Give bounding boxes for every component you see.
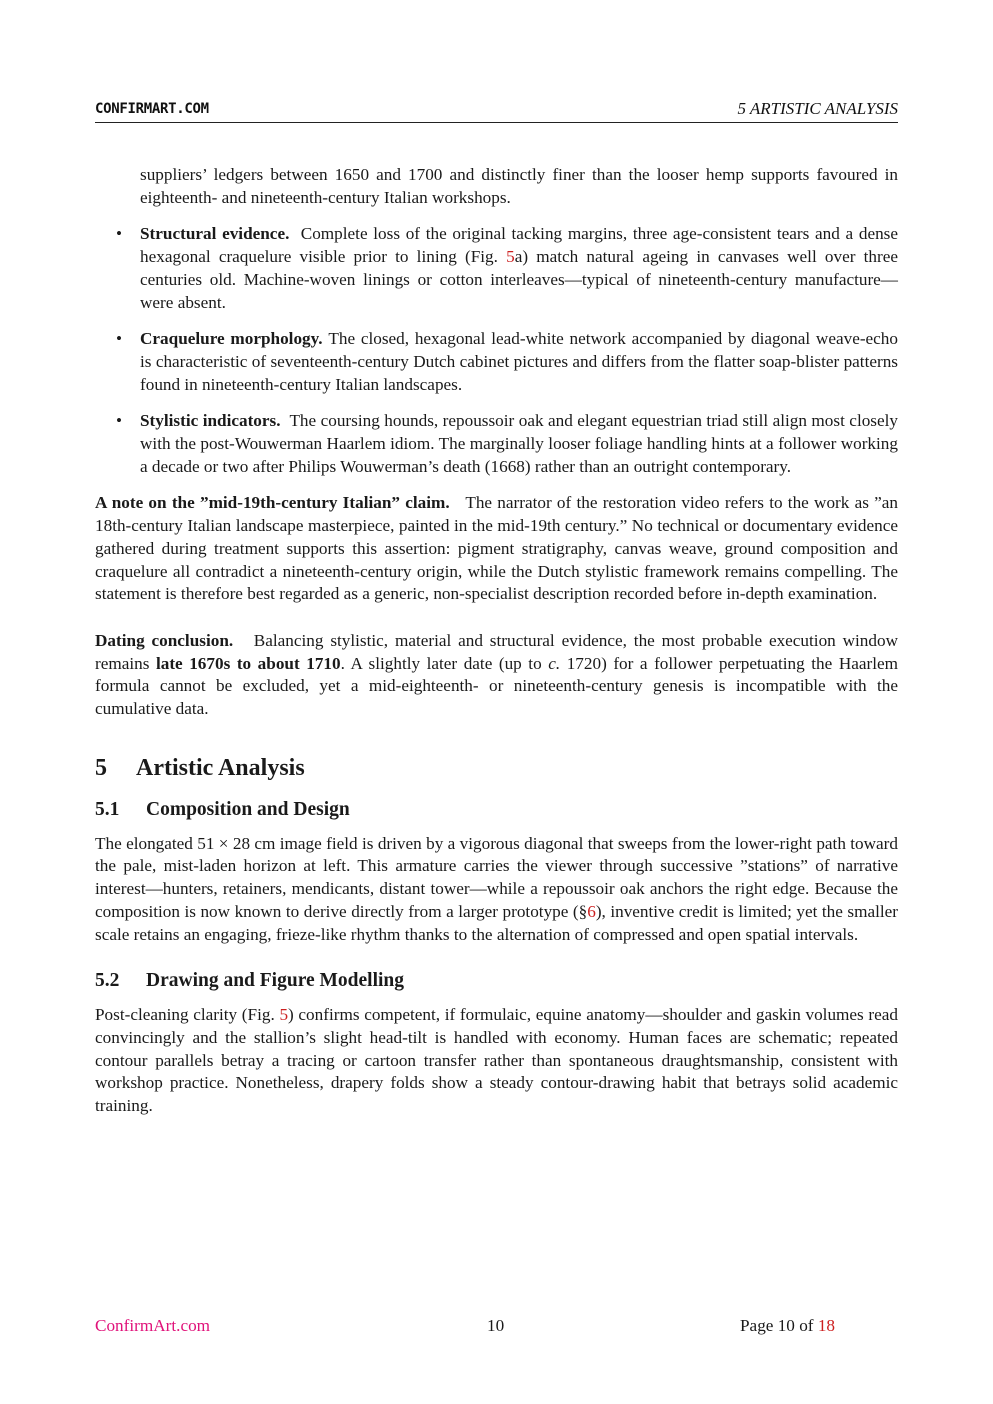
section-heading: [95, 753, 898, 783]
figure-ref-link[interactable]: 5: [506, 247, 515, 267]
site-link[interactable]: ConfirmArt.com: [95, 1316, 211, 1335]
bullet-label: Stylistic indicators.: [140, 411, 281, 431]
bullet-text: Complete loss of the original tacking margins, three age-consistent tears and a dense hexagonal craquelure visible prior to lining (Fig.: [140, 224, 898, 267]
dating-paragraph: [95, 630, 898, 721]
document-page: [95, 0, 898, 1404]
section-ref-link[interactable]: 6: [587, 901, 596, 921]
section-title: Artistic Analysis: [136, 754, 305, 781]
continuation-text: suppliers’ ledgers between 1650 and 1700 and distinctly finer than the looser hemp supports favoured in eighteenth- and nineteenth-century Italian workshops.: [140, 165, 898, 207]
section-number: 5: [95, 754, 107, 781]
bullet-label: Structural evidence.: [140, 224, 290, 244]
bullet-text: a) match natural ageing in canvases well over three centuries old. Machine-woven linings or cotton interleaves—typical of nineteenth-century manufacture—were absent.: [140, 247, 898, 312]
circa-abbrev: c.: [548, 653, 561, 673]
subsection-number: 5.2: [95, 970, 120, 992]
bullet-text: The coursing hounds, repoussoir oak and elegant equestrian triad still align most closely with the post-Wouwerman Haarlem idiom. The marginally looser foliage handling hints at a follower working a decade or two after Philips Wouwerman’s death (1668) rather than an outright contemporary.: [140, 411, 898, 476]
subsection-heading: [95, 968, 898, 994]
list-item: [95, 223, 898, 314]
page-of-text: Page 10 of: [740, 1316, 818, 1335]
bullet-icon: •: [116, 224, 123, 244]
drawing-paragraph: [95, 1004, 898, 1118]
total-pages-link[interactable]: 18: [817, 1316, 835, 1335]
paragraph-text: Post-cleaning clarity (Fig.: [95, 1005, 280, 1025]
subsection-title: Composition and Design: [146, 798, 350, 820]
confirmart-logo: CONFIRMART.COM: [95, 101, 209, 117]
note-paragraph: [95, 492, 898, 606]
paragraph-text: The elongated 51 × 28 cm image field is driven by a vigorous diagonal that sweeps from the lower-right path toward the pale, mist-laden horizon at left. This armature carries the viewer through successive ”stations” of narrative interest—hunters, retainers, mendicants, distant tower—while a repoussoir oak anchors the right edge. Because the composition is now known to derive directly from a larger prototype (§: [95, 833, 898, 921]
bullet-label: Craquelure morphology.: [140, 329, 323, 349]
page-of-indicator: [740, 1316, 835, 1336]
note-label: A note on the ”mid-19th-century Italian” claim.: [95, 493, 450, 513]
dating-text: Balancing stylistic, material and structural evidence, the most probable execution window remains: [95, 630, 898, 673]
dating-text: . A slightly later date (up to: [340, 653, 549, 673]
bullet-icon: •: [116, 411, 123, 431]
composition-paragraph: [95, 833, 898, 947]
dating-text: 1720) for a follower perpetuating the Haarlem formula cannot be excluded, yet a mid-eighteenth- or nineteenth-century genesis is incompatible with the cumulative data.: [95, 653, 898, 719]
bullet-icon: •: [116, 329, 123, 349]
paragraph-text: ), inventive credit is limited; yet the smaller scale retains an engaging, frieze-like rhythm thanks to the alternation of compressed and open spatial intervals.: [95, 901, 898, 944]
list-item: [95, 410, 898, 478]
page-header: [95, 99, 898, 123]
page-number: 10: [487, 1316, 505, 1335]
running-title: 5 ARTISTIC ANALYSIS: [737, 99, 898, 118]
subsection-number: 5.1: [95, 798, 120, 820]
paragraph-text: ) confirms competent, if formulaic, equine anatomy—shoulder and gaskin volumes read convincingly and the stallion’s slight head-tilt is handled with economy. Human faces are schematic; repeated contour parallels betray a tracing or cartoon transfer rather than spontaneous draughtsmanship, consistent with workshop practice. Nonetheless, drapery folds show a steady contour-drawing habit that betrays solid academic training.: [95, 1005, 898, 1116]
evidence-list: [95, 223, 898, 478]
bullet-text: The closed, hexagonal lead-white network accompanied by diagonal weave-echo is characteristic of seventeenth-century Dutch cabinet pictures and differs from the flatter soap-blister patterns found in nineteenth-century Italian landscapes.: [140, 329, 898, 394]
dating-label: Dating conclusion.: [95, 630, 234, 650]
dating-range: late 1670s to about 1710: [155, 653, 341, 673]
note-text: The narrator of the restoration video refers to the work as ”an 18th-century Italian landscape masterpiece, painted in the mid-19th century.” No technical or documentary evidence gathered during treatment supports this assertion: pigment stratigraphy, canvas weave, ground composition and craquelure all contradict a nineteenth-century origin, while the Dutch stylistic framework remains compelling. The statement is therefore best regarded as a generic, non-specialist description recorded before in-depth examination.: [95, 493, 898, 604]
subsection-title: Drawing and Figure Modelling: [146, 970, 405, 992]
subsection-heading: [95, 797, 898, 823]
list-item: [95, 328, 898, 396]
figure-ref-link[interactable]: 5: [279, 1005, 289, 1025]
page-body: [95, 164, 898, 1118]
